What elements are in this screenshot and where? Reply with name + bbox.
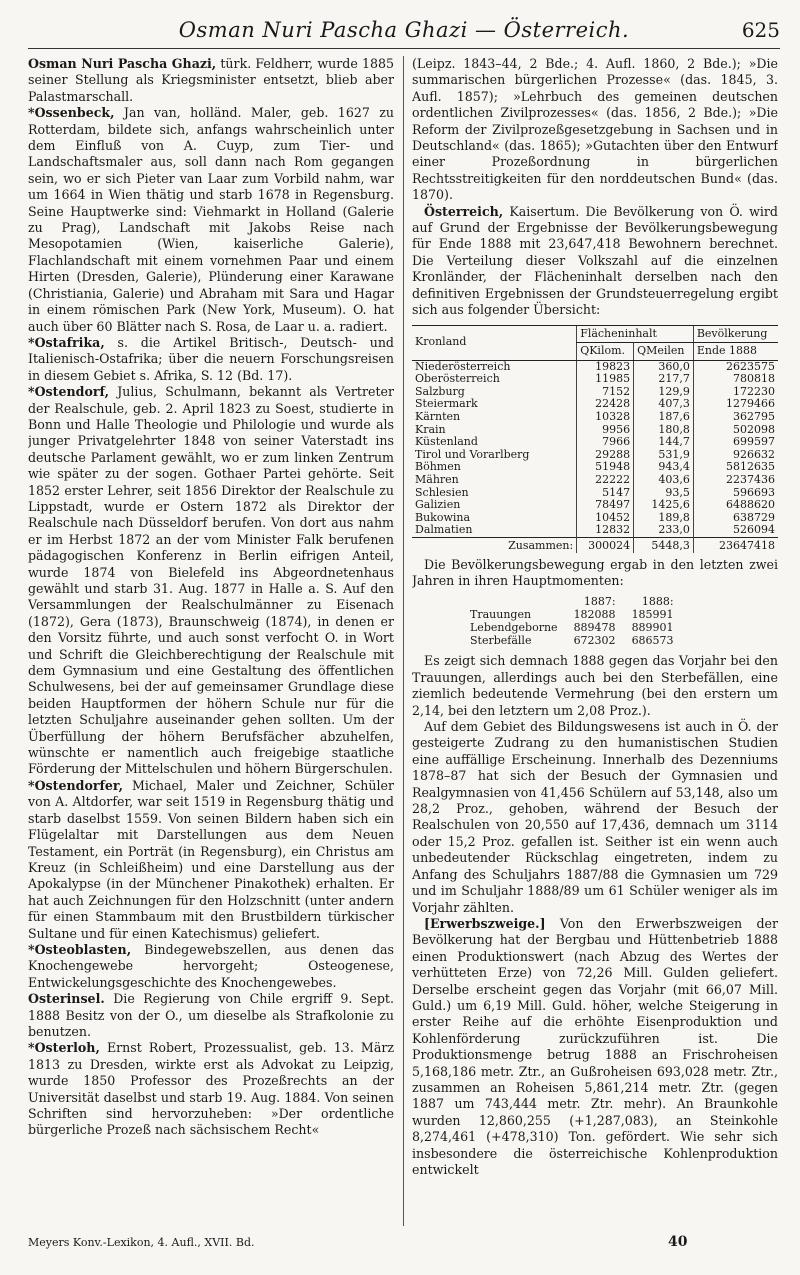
page xyxy=(28,14,780,1264)
headword: *Ostafrika, xyxy=(28,334,105,350)
article-text: Jan van, holländ. Maler, geb. 1627 zu Rotterdam, bildete sich, anfangs wahrscheinlich unter dem Einfluß von A. Cuyp, zum Tier- und Landschaftsmaler aus, soll dann nach Rom gegangen sein, wo er sich Pieter van Laar zum Vorbild nahm, war um 1664 in Wien thätig und starb 1678 in Regensburg. Seine Hauptwerke sind: Viehmarkt in Holland (Galerie zu Prag), Landschaft mit Jakobs Reise nach Mesopotamien (Wien, kaiserliche Galerie), Flachlandschaft mit einem vornehmen Paar und einem Hirten (Dresden, Galerie), Plünderung einer Karawane (Christiania, Galerie) und Abraham mit Sara und Hagar in einem römischen Park (New York, Museum). O. hat auch über 60 Blätter nach S. Rosa, de Laar u. a. radiert. xyxy=(28,105,394,334)
headword: Osman Nuri Pascha Ghazi, xyxy=(28,56,217,71)
article-osterloh xyxy=(28,1040,394,1138)
headword: *Osterloh, xyxy=(28,1040,100,1056)
cell-kronland: Steiermark xyxy=(415,397,478,411)
movement-value: 185991 xyxy=(631,608,674,622)
section-label: [Erwerbszweige.] xyxy=(424,915,546,931)
footer-source: Meyers Konv.-Lexikon, 4. Aufl., XVII. Bd. xyxy=(28,1236,255,1249)
cell-qkm: 12832 xyxy=(577,524,634,537)
article-text: Michael, Maler und Zeichner, Schüler von A. Altdorfer, war seit 1519 in Regensburg thätig und starb daselbst 1559. Von seinen Bildern haben sich ein Flügelaltar mit Darstellungen aus dem Neuen Testament, ein Porträt (in Regensburg), ein Christus am Kreuz (in Schleißheim) und eine Darstellung aus der Apokalypse (in der Münchener Pinakothek) erhalten. Er hat auch Zeichnungen für den Holzschnitt (unter andern für einen Stammbaum mit den Brustbildern türkischer Sultane und für einen Katechismus) geliefert. xyxy=(28,777,394,941)
cell-qkm: 22222 xyxy=(577,474,634,487)
right-column xyxy=(412,56,778,1226)
movement-value: 889901 xyxy=(631,621,674,635)
cell-qm: 180,8 xyxy=(634,424,694,437)
cell-qm: 129,9 xyxy=(634,386,694,399)
running-title: Osman Nuri Pascha Ghazi — Österreich. xyxy=(178,18,630,42)
movement-label: Lebendgeborne xyxy=(470,621,558,635)
cell-qm: 144,7 xyxy=(634,436,694,449)
movement-label: Trauungen xyxy=(470,608,532,622)
table-row xyxy=(462,634,682,647)
col-header-bev-year: Ende 1888 xyxy=(693,343,778,361)
article-text: Kaisertum. Die Bevölkerung von Ö. wird auf Grund der Ergebnisse der Bevölkerungsbewegung für Ende 1888 mit 23,647,418 Bewohnern berechnet. Die Verteilung dieser Volkszahl auf die einzelnen Kronländer, der Flächeninhalt derselben nach den definitiven Ergebnissen der Grundsteuerregelung ergibt sich aus folgender Übersicht: xyxy=(412,203,778,318)
cell-kronland: Galizien xyxy=(415,498,461,512)
cell-kronland: Niederösterreich xyxy=(415,359,511,373)
cell-kronland: Böhmen xyxy=(415,460,461,474)
sum-qkm: 300024 xyxy=(577,538,634,553)
cell-bev: 596693 xyxy=(693,487,778,500)
headword: Osterinsel. xyxy=(28,991,105,1007)
page-footer xyxy=(28,1236,780,1256)
movement-value: 672302 xyxy=(573,634,616,648)
cell-qm: 189,8 xyxy=(634,512,694,525)
text-columns xyxy=(28,56,780,1226)
cell-qkm: 10328 xyxy=(577,411,634,424)
article-osman xyxy=(28,56,394,105)
table-row xyxy=(462,608,682,621)
article-text: s. die Artikel Britisch-, Deutsch- und Italienisch-Ostafrika; über die neuern Forschungsreisen in diesem Gebiet s. Afrika, S. 12 (Bd. 17). xyxy=(28,334,394,383)
cell-qm: 217,7 xyxy=(634,373,694,386)
article-text: Ernst Robert, Prozessualist, geb. 13. März 1813 zu Dresden, wirkte erst als Advokat zu Leipzig, wurde 1850 Professor des Prozeßrechts an der Universität daselbst und starb 19. Aug. 1884. Von seinen Schriften sind hervorzuheben: »Der ordentliche bürgerliche Prozeß nach sächsischem Recht« xyxy=(28,1040,394,1138)
table-row xyxy=(462,621,682,634)
cell-bev: 172230 xyxy=(693,386,778,399)
article-text: türk. Feldherr, wurde 1885 seiner Stellung als Kriegsminister entsetzt, blieb aber Palastmarschall. xyxy=(28,56,394,104)
cell-qkm: 7966 xyxy=(577,436,634,449)
movement-intro: Die Bevölkerungsbewegung ergab in den letzten zwei Jahren in ihren Hauptmomenten: xyxy=(412,556,778,588)
table-row xyxy=(412,411,778,424)
cell-bev: 5812635 xyxy=(693,461,778,474)
cell-qm: 93,5 xyxy=(634,487,694,500)
movement-value: 889478 xyxy=(573,621,616,635)
cell-kronland: Bukowina xyxy=(415,510,471,524)
cell-qm: 360,0 xyxy=(634,360,694,373)
cell-qkm: 5147 xyxy=(577,487,634,500)
cell-qm: 403,6 xyxy=(634,474,694,487)
cell-bev: 362795 xyxy=(693,411,778,424)
headword: *Osteoblasten, xyxy=(28,941,132,957)
movement-label: Sterbefälle xyxy=(470,634,532,648)
col-header-kronland: Kronland xyxy=(412,325,577,360)
sum-label: Zusammen: xyxy=(412,538,577,553)
article-ostendorf xyxy=(28,384,394,778)
sum-qm: 5448,3 xyxy=(634,538,694,553)
signature-mark: 40 xyxy=(668,1234,688,1250)
cell-bev: 926632 xyxy=(693,449,778,462)
movement-value: 686573 xyxy=(631,634,674,648)
table-row xyxy=(412,524,778,537)
paragraph-text: Es zeigt sich demnach 1888 gegen das Vorjahr bei den Trauungen, allerdings auch bei den Sterbefällen, eine ziemlich bedeutende Vermehrung (bei den erstern um 2,14, bei den letztern um 2,08 Proz.). xyxy=(412,653,778,718)
left-column xyxy=(28,56,394,1226)
cell-qkm: 9956 xyxy=(577,424,634,437)
cell-bev: 2623575 xyxy=(693,360,778,373)
column-divider xyxy=(403,56,404,1226)
cell-qm: 1425,6 xyxy=(634,499,694,512)
cell-kronland: Küstenland xyxy=(415,435,478,449)
cell-bev: 526094 xyxy=(693,524,778,537)
table-row xyxy=(412,436,778,449)
paragraph-text: Von den Erwerbszweigen der Bevölkerung hat der Bergbau und Hüttenbetrieb 1888 einen Produktionswert (nach Abzug des Wertes der verhütteten Erze) von 72,26 Mill. Gulden geliefert. Derselbe erscheint gegen das Vorjahr (mit 66,07 Mill. Guld.) um 6,19 Mill. Guld. höher, welche Steigerung in erster Reihe auf die erhöhte Eisenproduktion und Kohlenförderung zurückzuführen ist. Die Produktionsmenge betrug 1888 an Frischroheisen 5,168,186 metr. Ztr., an Gußroheisen 693,028 metr. Ztr., zusammen an Roheisen 5,861,214 metr. Ztr. (gegen 1887 um 743,444 metr. Ztr. mehr). An Braunkohle wurden 12,860,255 (+1,287,083), an Steinkohle 8,274,461 (+478,310) Ton. gefördert. Wie sehr sich insbesondere die österreichische Kohlenproduktion entwickelt xyxy=(412,915,778,1177)
year-1887: 1887: xyxy=(583,595,616,609)
cell-bev: 2237436 xyxy=(693,474,778,487)
cell-bev: 1279466 xyxy=(693,398,778,411)
table-row xyxy=(412,474,778,487)
kronland-table xyxy=(412,325,778,553)
article-ostendorfer xyxy=(28,778,394,942)
movement-table-body xyxy=(462,608,682,647)
page-number: 625 xyxy=(741,18,780,42)
article-text: Die Regierung von Chile ergriff 9. Sept. 1888 Besitz von der O., um dieselbe als Strafkolonie zu benutzen. xyxy=(28,991,394,1039)
movement-table xyxy=(462,595,682,647)
paragraph-text: Auf dem Gebiet des Bildungswesens ist auch in Ö. der gesteigerte Zudrang zu den humanistischen Studien eine auffällige Erscheinung. Innerhalb des Dezenniums 1878–87 hat sich der Besuch der Gymnasien und Realgymnasien von 41,456 Schülern auf 53,148, also um 28,2 Proz., gehoben, während der Besuch der Realschulen von 20,550 auf 17,436, demnach um 3114 oder 15,2 Proz. gefallen ist. Seither ist ein wenn auch unbedeutender Rückschlag eingetreten, indem zu Anfang des Schuljahrs 1887/88 die Gymnasien um 729 und im Schuljahr 1888/89 um 61 Schüler weniger als im Vorjahr zählten. xyxy=(412,719,778,915)
cell-kronland: Oberösterreich xyxy=(415,372,500,386)
cell-kronland: Tirol und Vorarlberg xyxy=(415,447,530,461)
cell-kronland: Salzburg xyxy=(415,384,465,398)
cell-qm: 187,6 xyxy=(634,411,694,424)
cell-qkm: 7152 xyxy=(577,386,634,399)
article-osteoblasten xyxy=(28,942,394,991)
paragraph-comparison xyxy=(412,653,778,719)
cell-bev: 780818 xyxy=(693,373,778,386)
osterloh-continuation: (Leipz. 1843–44, 2 Bde.; 4. Aufl. 1860, 2 Bde.); »Die summarischen bürgerlichen Prozesse« (das. 1845, 3. Aufl. 1857); »Lehrbuch des gemeinen deutschen ordentlichen Zivilprozesses« (das. 1856, 2 Bde.); »Die Reform der Zivilprozeßgesetzgebung in Sachsen und in Deutschland« (das. 1865); »Gutachten über den Entwurf einer Prozeßordnung in bürgerlichen Rechtsstreitigkeiten für den norddeutschen Bund« (das. 1870). xyxy=(412,56,778,203)
cell-kronland: Schlesien xyxy=(415,485,469,499)
cell-qm: 943,4 xyxy=(634,461,694,474)
cell-kronland: Kärnten xyxy=(415,410,461,424)
article-text: Bindegewebszellen, aus denen das Knochengewebe hervorgeht; Osteogenese, Entwickelungsgeschichte des Knochengewebes. xyxy=(28,941,394,990)
cell-qkm: 22428 xyxy=(577,398,634,411)
headword: *Ostendorf, xyxy=(28,384,109,400)
paragraph-erwerb xyxy=(412,916,778,1179)
cell-qkm: 11985 xyxy=(577,373,634,386)
movement-value: 182088 xyxy=(573,608,616,622)
cell-qkm: 51948 xyxy=(577,461,634,474)
article-ossenbeck xyxy=(28,105,394,335)
cell-kronland: Mähren xyxy=(415,473,459,487)
cell-qm: 531,9 xyxy=(634,449,694,462)
cell-qkm: 78497 xyxy=(577,499,634,512)
cell-qm: 407,3 xyxy=(634,398,694,411)
year-1888: 1888: xyxy=(641,595,674,609)
cell-bev: 502098 xyxy=(693,424,778,437)
cell-qkm: 29288 xyxy=(577,449,634,462)
table-row xyxy=(412,499,778,512)
headword: Österreich, xyxy=(424,203,504,219)
article-osterinsel xyxy=(28,991,394,1040)
cell-bev: 699597 xyxy=(693,436,778,449)
kronland-table-body xyxy=(412,360,778,537)
cell-qkm: 19823 xyxy=(577,360,634,373)
article-text: Julius, Schulmann, bekannt als Vertreter der Realschule, geb. 2. April 1823 zu Soest, studierte in Bonn und Halle Theologie und Philologie und wurde als junger Privatgelehrter 1848 von seiner Vaterstadt ins deutsche Parlament gewählt, wo er zum linken Zentrum wie später zu der sogen. Gothaer Partei gehörte. Seit 1852 erster Lehrer, seit 1856 Direktor der Realschule zu Lippstadt, wurde er Ostern 1872 als Direktor der Realschule nach Düsseldorf berufen. Von dort aus nahm er im Herbst 1872 an der vom Minister Falk berufenen pädagogischen Konferenz in Berlin eifrigen Anteil, wurde 1874 von Bielefeld ins Abgeordnetenhaus gewählt und starb 31. Aug. 1877 in Halle a. S. Auf den Versammlungen der Realschulmänner zu Eisenach (1872), Gera (1873), Braunschweig (1874), in denen er den Vorsitz führte, und auch sonst verfocht O. in Wort und Schrift die Gleichberechtigung der Realschule mit dem Gymnasium und eine Gestaltung des öffentlichen Schulwesens, bei der auf gemeinsamer Grundlage diese beiden Hauptformen der höhern Schule nur für die letzten Schuljahre auseinander gehen sollten. Um der Überfüllung der höhern Berufsfächer abzuhelfen, wünschte er namentlich auch freigebige staatliche Förderung der Mittelschulen und höhern Bürgerschulen. xyxy=(28,384,394,777)
cell-bev: 6488620 xyxy=(693,499,778,512)
headword: *Ossenbeck, xyxy=(28,105,115,121)
cell-qkm: 10452 xyxy=(577,512,634,525)
col-header-bev: Bevölkerung xyxy=(693,325,778,343)
col-header-qkm: QKilom. xyxy=(577,343,634,361)
page-header xyxy=(28,14,780,49)
article-ostafrika xyxy=(28,335,394,384)
cell-kronland: Dalmatien xyxy=(415,523,473,537)
cell-bev: 638729 xyxy=(693,512,778,525)
headword: *Ostendorfer, xyxy=(28,777,124,793)
sum-bev: 23647418 xyxy=(693,538,778,553)
cell-qm: 233,0 xyxy=(634,524,694,537)
table-sum-row xyxy=(412,538,778,553)
paragraph-bildung xyxy=(412,719,778,916)
col-header-flaeche: Flächeninhalt xyxy=(577,325,694,343)
article-oesterreich xyxy=(412,204,778,319)
col-header-qm: QMeilen xyxy=(634,343,694,361)
cell-kronland: Krain xyxy=(415,422,446,436)
table-row xyxy=(412,373,778,386)
